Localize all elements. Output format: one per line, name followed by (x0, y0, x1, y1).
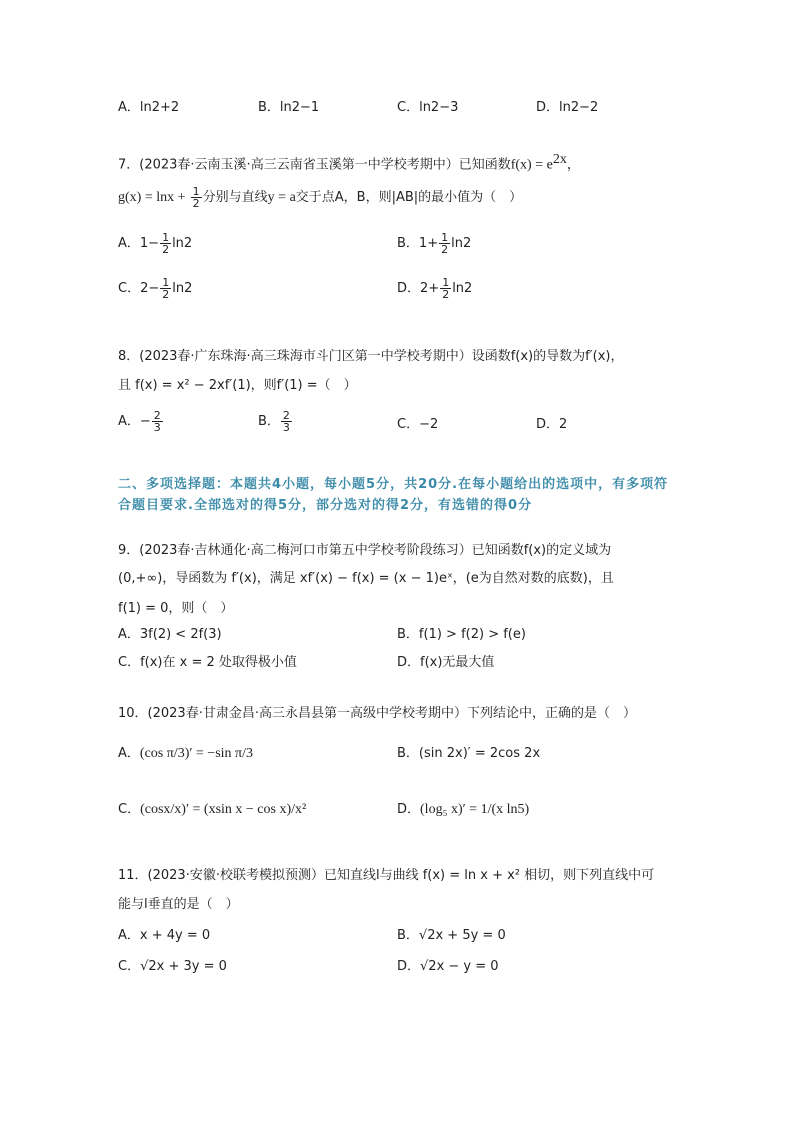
option-label: B． (258, 414, 280, 429)
q9-stem-line2: (0,+∞)，导函数为 f′(x)，满足 xf′(x) − f(x) = (x − 1)eˣ，(e为自然对数的底数)，且 (118, 571, 614, 586)
q8-option-b (258, 410, 293, 433)
half-fraction (439, 232, 450, 255)
q11-stem-line2: 能与l垂直的是（ ） (118, 897, 239, 912)
half-fraction (160, 277, 171, 300)
q8-option-d: D．2 (536, 417, 568, 432)
denominator: 2 (162, 243, 170, 256)
option-label: C．2− (118, 281, 160, 296)
q9-stem-line1: 9．(2023春·吉林通化·高二梅河口市第五中学校考阶段练习）已知函数f(x)的定义域为 (118, 543, 612, 558)
numerator: 2 (153, 409, 161, 422)
q7-option-b (397, 232, 471, 255)
q7-stem-line2 (118, 186, 522, 209)
q10-d-expr: (log₅ x)′ = 1/(x ln5) (420, 802, 530, 817)
q7-stem-text: 7．(2023春·云南玉溪·高三云南省玉溪第一中学校考期中）已知函数 (118, 157, 511, 173)
q9-option-d: D．f(x)无最大值 (397, 655, 495, 670)
q6-option-b: B．ln2−1 (258, 100, 320, 115)
option-label: A．− (118, 414, 151, 429)
q7-f-exponent: 2x (552, 152, 567, 167)
numerator: 1 (192, 185, 200, 198)
q8-option-a (118, 410, 164, 433)
q10-option-c (118, 798, 306, 818)
fraction (281, 410, 292, 433)
q7-tail-text: 交于点A，B，则|AB|的最小值为（ ） (295, 190, 523, 205)
q7-line-y: y = a (267, 190, 296, 205)
q7-option-c (118, 277, 192, 300)
option-label: B．1+ (397, 236, 439, 251)
q9-stem-line3: f(1) = 0，则（ ） (118, 601, 234, 616)
q6-option-d: D．ln2−2 (536, 100, 599, 115)
q7-half-fraction (191, 186, 202, 209)
q9-option-b: B．f(1) > f(2) > f(e) (397, 627, 526, 642)
q10-option-b: B．(sin 2x)′ = 2cos 2x (397, 746, 541, 761)
option-label: C． (118, 802, 141, 817)
q9-option-c: C．f(x)在 x = 2 处取得极小值 (118, 655, 297, 670)
q11-option-c: C．√2x + 3y = 0 (118, 959, 227, 974)
q9-option-a: A．3f(2) < 2f(3) (118, 627, 222, 642)
q8-stem-line2: 且 f(x) = x² − 2xf′(1)，则f′(1) =（ ） (118, 378, 357, 393)
option-label: D．2+ (397, 281, 440, 296)
q11-option-d: D．√2x − y = 0 (397, 959, 499, 974)
ln2: ln2 (172, 236, 193, 251)
q7-g-expr: g(x) = lnx + (118, 190, 186, 205)
denominator: 3 (153, 421, 161, 434)
numerator: 2 (282, 409, 290, 422)
ln2: ln2 (451, 236, 472, 251)
q8-option-c: C．−2 (397, 417, 439, 432)
option-label: A．1− (118, 236, 160, 251)
numerator: 1 (441, 231, 449, 244)
q7-option-a (118, 232, 192, 255)
q7-option-d (397, 277, 472, 300)
denominator: 2 (442, 288, 450, 301)
q11-option-b: B．√2x + 5y = 0 (397, 928, 506, 943)
denominator: 2 (162, 288, 170, 301)
option-label: A． (118, 746, 140, 761)
section-heading-multiple-choice: 二、多项选择题：本题共4小题，每小题5分，共20分.在每小题给出的选项中，有多项符合题目要求.全部选对的得5分，部分选对的得2分，有选错的得0分 (118, 477, 669, 513)
denominator: 2 (192, 197, 200, 210)
q7-f-expr: f(x) = e (510, 157, 553, 173)
q10-option-a (118, 742, 253, 762)
q10-a-expr: (cos π/3)′ = −sin π/3 (139, 746, 253, 761)
q7-comma: ， (566, 157, 580, 173)
q7-stem-line1 (118, 152, 580, 173)
half-fraction (440, 277, 451, 300)
q6-option-c: C．ln2−3 (397, 100, 459, 115)
q11-stem-line1: 11．(2023·安徽·校联考模拟预测）已知直线l与曲线 f(x) = ln x + x² 相切，则下列直线中可 (118, 868, 655, 883)
q7-mid-text: 分别与直线 (202, 190, 268, 205)
denominator: 3 (282, 421, 290, 434)
q10-option-d (397, 798, 529, 818)
q10-c-expr: (cosx/x)′ = (xsin x − cos x)/x² (140, 802, 307, 817)
q11-option-a: A．x + 4y = 0 (118, 928, 211, 943)
ln2: ln2 (172, 281, 193, 296)
numerator: 1 (442, 276, 450, 289)
half-fraction (160, 232, 171, 255)
numerator: 1 (162, 276, 170, 289)
ln2: ln2 (452, 281, 473, 296)
q10-stem: 10．(2023春·甘肃金昌·高三永昌县第一高级中学校考期中）下列结论中，正确的是（ ） (118, 706, 636, 721)
q6-option-a: A．ln2+2 (118, 100, 180, 115)
fraction (152, 410, 163, 433)
denominator: 2 (441, 243, 449, 256)
numerator: 1 (162, 231, 170, 244)
q8-stem-line1: 8．(2023春·广东珠海·高三珠海市斗门区第一中学校考期中）设函数f(x)的导数为f′(x)， (118, 349, 624, 364)
option-label: D． (397, 802, 421, 817)
